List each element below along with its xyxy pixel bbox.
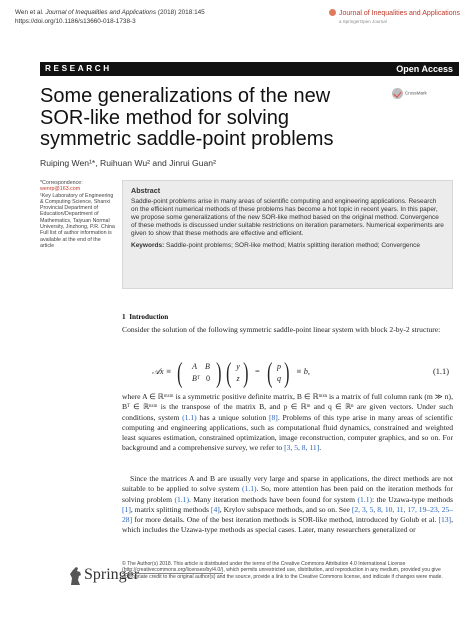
affiliation-text: ¹Key Laboratory of Engineering & Computing Science, Shanxi Provincial Department of Education/Department of Mathematics, Taiyuan Normal University, Jinzhong, P.R. China Full list of author information is available at the end of the article (40, 192, 115, 249)
journal-subtitle: a SpringerOpen Journal (338, 19, 387, 24)
journal-logo[interactable] (329, 9, 460, 26)
p2-text-a: where A ∈ ℝᵐˣᵐ is a symmetric positive definite matrix, B ∈ ℝᵐˣⁿ is a matrix of full column rank (m ≫ n), Bᵀ ∈ ℝⁿˣᵐ is the transpose of the matrix B, and p ∈ ℝᵐ and q ∈ ℝⁿ are given vectors. Under such conditions, system (122, 392, 453, 422)
p3-text-h: , which includes the Uzawa-type methods as special cases. Later, many researchers generalized or (122, 515, 453, 535)
correspondence-label: *Correspondence: (40, 180, 83, 186)
eq-ref-link[interactable]: (1.1) (357, 494, 373, 504)
eq-m22: 0 (205, 374, 210, 383)
journal-name: Journal of Inequalities and Applications (338, 10, 460, 17)
p3-text-f: , Krylov subspace methods, and so on. See (219, 504, 352, 514)
crossmark-button[interactable] (392, 88, 452, 99)
license-line2: , which permits unrestricted use, distribution, and reproduction in any medium, provided you give appropriate credit to the original author(s) and the source, provide a link to the Creative Commons license, and indicate if changes were made. (122, 567, 443, 580)
p2-text-c: . Problems of this type arise in many areas of scientific computing and engineering applications, such as computational fluid dynamics, constrained and weighted least squares estimation, constrained optimization, image reconstruction, computer graphics, and so on. For background and a comprehensive survey, we refer to (122, 412, 454, 453)
p3-text-a: Since the matrices A and B are usually very large and sparse in applications, the direct methods are not suitable to be applied to solve system (122, 474, 453, 494)
eq-rhs (274, 361, 284, 385)
header-journal: Journal of Inequalities and Applications (45, 9, 157, 16)
keywords (131, 242, 444, 250)
p3-text-b: . So, more attention has been paid on the iteration methods for solving problem (122, 484, 453, 504)
springer-horse-icon (68, 565, 84, 587)
equation-1-1 (122, 358, 453, 388)
eq-matrix (186, 361, 216, 385)
eq-ref-link[interactable]: (1.1) (182, 412, 197, 422)
eq-paren: ( (226, 357, 232, 389)
springer-wordmark: Springer (84, 566, 140, 583)
abstract-text: Saddle-point problems arise in many areas of scientific computing and engineering applications. Research on the efficient numerical methods of these problems has become a hot topic in recent years. In this paper, we propose some generalizations of the new SOR-like method based on the original method. Convergence of these methods is discussed under suitable restrictions on iteration parameters. Numerical experiments are given to show that these methods are effective and efficient. (131, 198, 444, 238)
keywords-list: Saddle-point problems; SOR-like method; Matrix splitting iteration method; Convergence (166, 241, 421, 249)
crossmark-icon (392, 88, 403, 99)
paragraph-3 (122, 474, 453, 536)
license-line1: © The Author(s) 2018. This article is distributed under the terms of the Creative Commons Attribution 4.0 International License (122, 561, 406, 567)
p3-text-e: , matrix splitting methods (130, 504, 211, 514)
p3-text-c: . Many iteration methods have been found for system (189, 494, 358, 504)
eq-r1: p (277, 362, 281, 371)
citation-link[interactable]: [13] (438, 515, 452, 525)
license-footer (122, 561, 453, 580)
citation-link[interactable]: [3, 5, 8, 11] (284, 443, 320, 453)
license-url[interactable]: (http://creativecommons.org/licenses/by/4.0/) (122, 567, 224, 574)
citation-link[interactable]: [2, 3, 5, 8, 10, 11, 17, 19–23, 25–28] (122, 504, 453, 525)
p2-text-d: . (319, 443, 322, 453)
section-title: Introduction (129, 313, 169, 321)
citation-link[interactable]: [1] (122, 504, 131, 514)
article-type-banner (40, 62, 459, 76)
abstract-box (122, 180, 453, 289)
eq-v2: z (236, 374, 240, 383)
springer-logo (68, 565, 140, 592)
p3-text-g: for more details. One of the best iteration methods is SOR-like method, introduced by Golub et al. (132, 515, 439, 525)
abstract-heading: Abstract (131, 186, 161, 195)
affiliation-block (40, 180, 116, 249)
eq-paren: ( (267, 357, 273, 389)
eq-m11: A (192, 362, 197, 371)
eq-paren: ) (216, 357, 222, 389)
eq-ref-link[interactable]: (1.1) (174, 494, 190, 504)
doi-link[interactable]: https://doi.org/10.1186/s13660-018-1738-3 (15, 18, 136, 25)
running-header (15, 8, 205, 26)
eq-paren: ) (284, 357, 290, 389)
header-authors: Wen et al. (15, 9, 44, 16)
eq-m21: Bᵀ (192, 374, 200, 383)
open-access-label: Open Access (396, 63, 453, 74)
article-title: Some generalizations of the new SOR-like method for solving symmetric saddle-point problems (40, 85, 334, 150)
correspondence-email[interactable]: wenrp@163.com (40, 186, 81, 193)
eq-v1: y (236, 362, 240, 371)
citation-link[interactable]: [8] (268, 412, 278, 422)
header-issue: (2018) 2018:145 (157, 9, 205, 16)
eq-sign: = (255, 367, 260, 376)
eq-vector (233, 361, 243, 385)
eq-tail: ≡ b, (296, 367, 311, 376)
p2-text-b: has a unique solution (196, 412, 269, 422)
paragraph-2 (122, 392, 453, 454)
eq-m12: B (205, 362, 210, 371)
equation-number: (1.1) (432, 367, 449, 376)
p3-text-d: : the Uzawa-type methods (372, 494, 454, 504)
crossmark-label: CrossMark (405, 90, 427, 96)
section-heading (122, 313, 168, 321)
eq-ref-link[interactable]: (1.1) (242, 484, 257, 494)
author-list: Ruiping Wen¹*, Ruihuan Wu² and Jinrui Guan² (40, 158, 216, 168)
section-number: 1 (122, 313, 126, 321)
keywords-label: Keywords: (131, 241, 165, 249)
citation-link[interactable]: [4] (210, 504, 220, 514)
eq-paren: ) (243, 357, 249, 389)
eq-paren: ( (177, 357, 183, 389)
eq-r2: q (277, 374, 281, 383)
article-type-label: RESEARCH (45, 64, 112, 73)
journal-logo-icon (329, 9, 336, 16)
eq-lhs: 𝒜x ≡ (152, 367, 172, 376)
intro-paragraph: Consider the solution of the following symmetric saddle-point linear system with block 2-by-2 structure: (122, 325, 441, 334)
